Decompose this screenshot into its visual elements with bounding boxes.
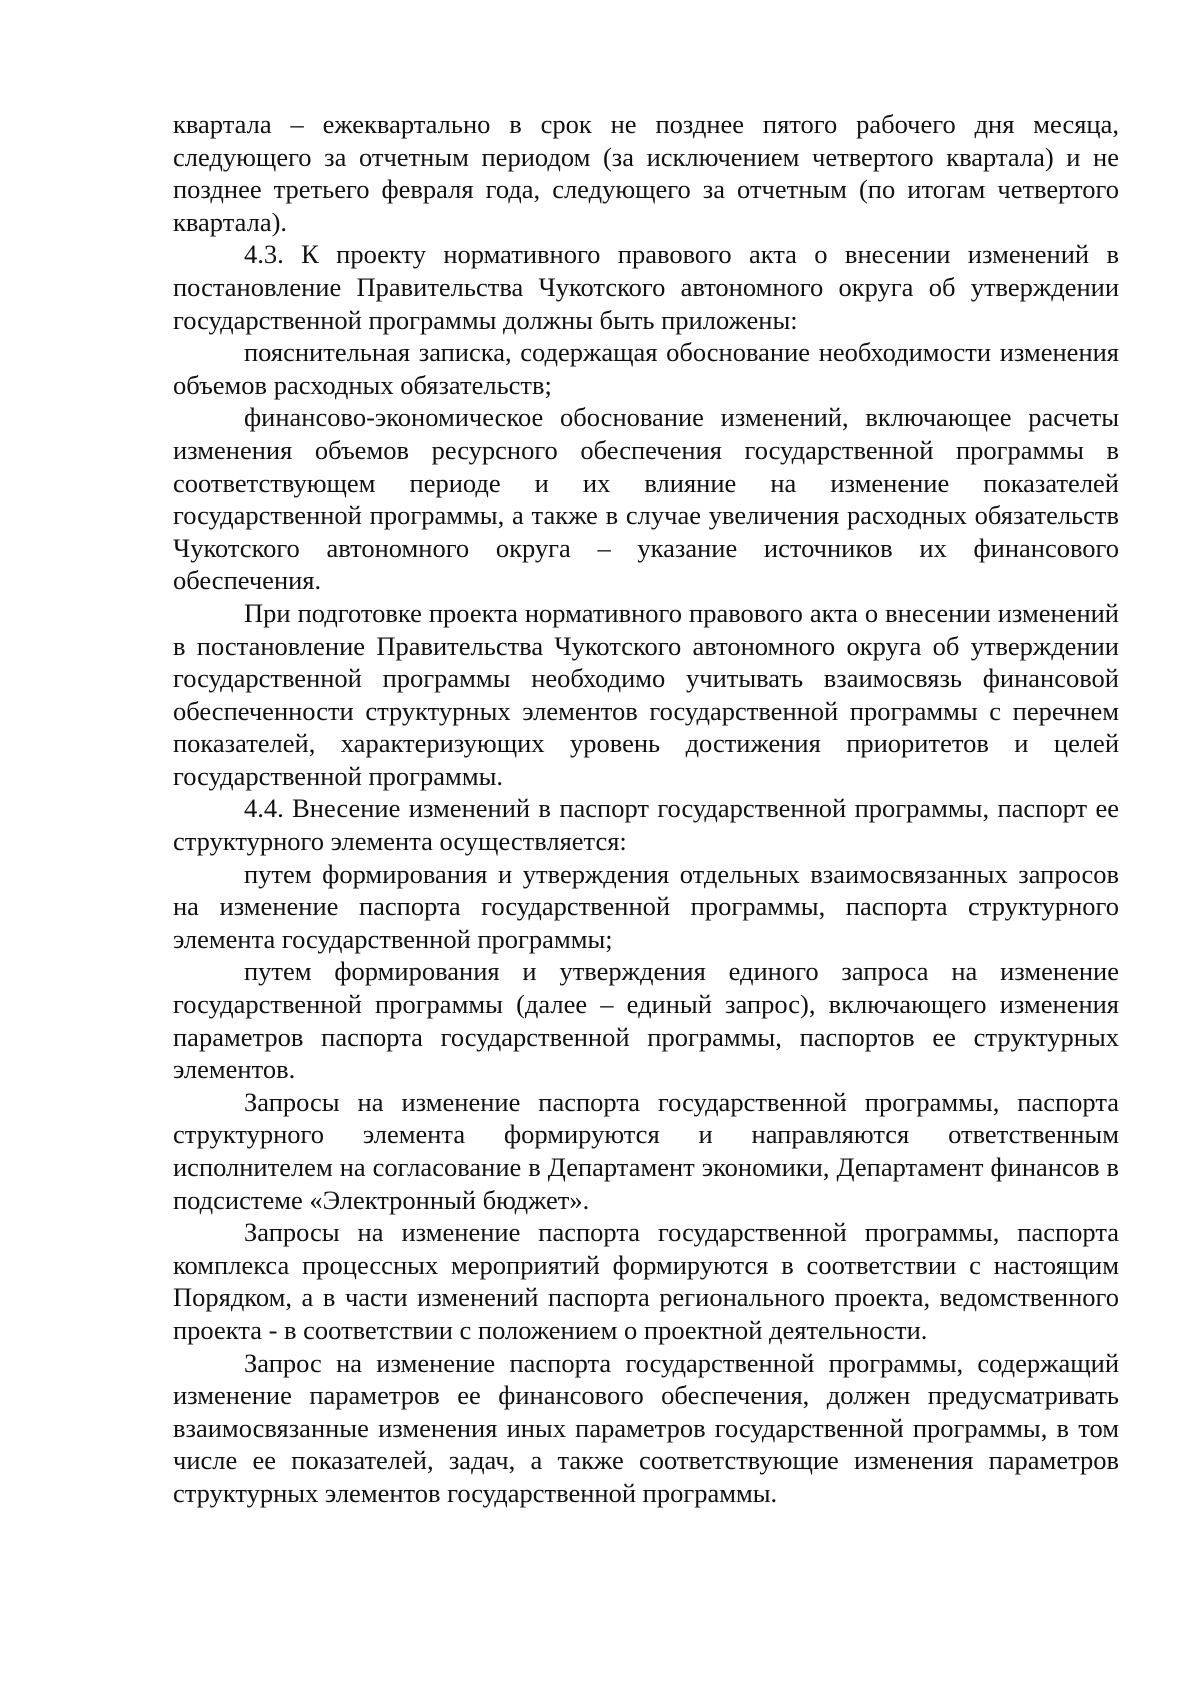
- paragraph-single-request: путем формирования и утверждения единого запроса на изменение государственной программы (далее – единый запрос), включающего изменения параметров паспорта государственной программы, паспортов ее структурных элементов.: [173, 956, 1119, 1085]
- paragraph-separate-requests: путем формирования и утверждения отдельных взаимосвязанных запросов на изменение паспорта государственной программы, паспорта структурного элемента государственной программы;: [173, 858, 1119, 954]
- paragraph-4-4: 4.4. Внесение изменений в паспорт государственной программы, паспорт ее структурного элемента осуществляется:: [173, 793, 1119, 857]
- paragraph-explanatory-note: пояснительная записка, содержащая обоснование необходимости изменения объемов расходных обязательств;: [173, 337, 1119, 400]
- document-page: [173, 108, 1119, 1510]
- paragraph-financial-justification: финансово-экономическое обоснование изменений, включающее расчеты изменения объемов ресурсного обеспечения государственной программы в соответствующем периоде и их влияние на изменение показателей государственной программы, а также в случае увеличения расходных обязательств Чукотского автономного округа – указание источников их финансового обеспечения.: [173, 402, 1119, 596]
- paragraph-requests-approval: Запросы на изменение паспорта государственной программы, паспорта структурного элемента формируются и направляются ответственным исполнителем на согласование в Департамент экономики, Департамент финансов в подсистеме «Электронный бюджет».: [173, 1086, 1119, 1215]
- paragraph-quarter-deadline: квартала – ежеквартально в срок не позднее пятого рабочего дня месяца, следующего за отчетным периодом (за исключением четвертого квартала) и не позднее третьего февраля года, следующего за отчетным (по итогам четвертого квартала).: [173, 109, 1119, 237]
- paragraph-4-3: 4.3. К проекту нормативного правового акта о внесении изменений в постановление Правительства Чукотского автономного округа об утверждении государственной программы должны быть приложены:: [173, 239, 1119, 335]
- paragraph-requests-process-complex: Запросы на изменение паспорта государственной программы, паспорта комплекса процессных мероприятий формируются в соответствии с настоящим Порядком, а в части изменений паспорта регионального проекта, ведомственного проекта - в соответствии с положением о проектной деятельности.: [173, 1217, 1119, 1345]
- paragraph-preparation: При подготовке проекта нормативного правового акта о внесении изменений в постановление Правительства Чукотского автономного округа об утверждении государственной программы необходимо учитывать взаимосвязь финансовой обеспеченности структурных элементов государственной программы с перечнем показателей, характеризующих уровень достижения приоритетов и целей государственной программы.: [173, 597, 1119, 791]
- paragraph-request-financial-parameters: Запрос на изменение паспорта государственной программы, содержащий изменение параметров ее финансового обеспечения, должен предусматривать взаимосвязанные изменения иных параметров государственной программы, в том числе ее показателей, задач, а также соответствующие изменения параметров структурных элементов государственной программы.: [173, 1347, 1119, 1508]
